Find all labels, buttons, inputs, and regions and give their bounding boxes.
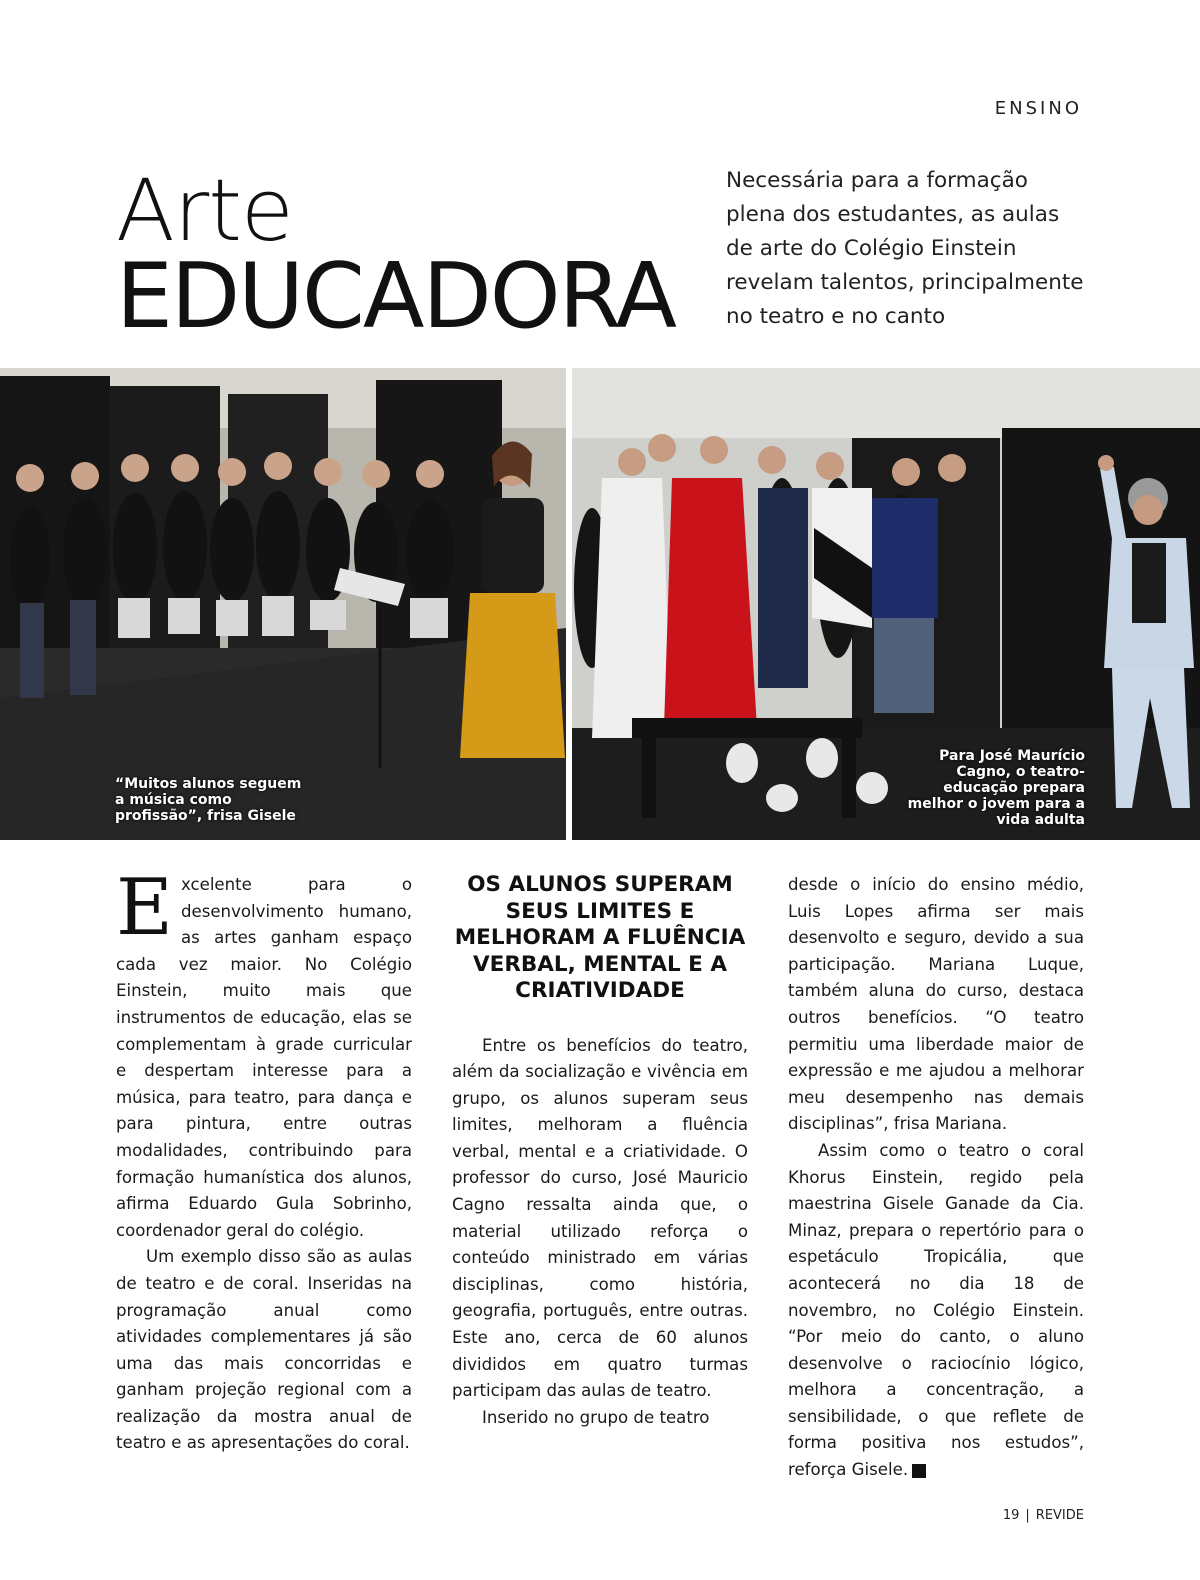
title-line-2: EDUCADORA: [116, 244, 676, 349]
pull-quote: OS ALUNOS SUPERAM SEUS LIMITES E MELHORAM A FLUÊNCIA VERBAL, MENTAL E A CRIATIVIDADE: [454, 872, 746, 1003]
section-tag: ENSINO: [994, 98, 1082, 119]
photo-choir: [0, 368, 566, 840]
dek: Necessária para a formação plena dos estudantes, as aulas de arte do Colégio Einstein revelam talentos, principalmente no teatro e no canto: [726, 168, 1084, 329]
caption-right: Para José Maurício Cagno, o teatro-educação prepara melhor o jovem para a vida adulta: [907, 748, 1085, 828]
title-block: [116, 161, 676, 349]
photo-theatre: [572, 368, 1200, 840]
paragraph-6-text: Assim como o teatro o coral Khorus Einstein, regido pela maestrina Gisele Ganade da Cia. Minaz, prepara o repertório para o espetáculo Tropicália, que acontecerá no dia 18 de novembro, no Colégio Einstein. “Por meio do canto, o aluno desenvolve o raciocínio lógico, melhora a concentração, a sensibilidade, o que reflete de forma positiva nos estudos”, reforça Gisele.: [788, 1140, 1084, 1480]
magazine-name: REVIDE: [1035, 1508, 1084, 1523]
choir-photo-image: [0, 368, 566, 840]
paragraph-6: [788, 1138, 1084, 1484]
paragraph-3: Entre os benefícios do teatro, além da socialização e vivência em grupo, os alunos superam seus limites, melhoram a fluência verbal, mental e a criatividade. O professor do curso, José Mauricio Cagno ressalta ainda que, o material utilizado reforça o conteúdo ministrado em várias disciplinas, como história, geografia, português, entre outras. Este ano, cerca de 60 alunos divididos em quatro turmas participam das aulas de teatro.: [452, 1035, 748, 1401]
page-footer: [1003, 1508, 1084, 1523]
column-2: [452, 872, 748, 1431]
paragraph-5: desde o início do ensino médio, Luis Lopes afirma ser mais desenvolto e seguro, devido a sua participação. Mariana Luque, também aluna do curso, destaca outros benefícios. “O teatro permitiu uma liberdade maior de expressão e me ajudou a melhorar meu desempenho nas demais disciplinas”, frisa Mariana.: [788, 875, 1084, 1134]
title-line-1: Arte: [116, 161, 293, 261]
column-3: [788, 872, 1084, 1484]
paragraph-1: [116, 863, 412, 1244]
page-number: 19: [1002, 1508, 1020, 1523]
theatre-photo-image: [572, 368, 1200, 840]
footer-separator: |: [1025, 1508, 1030, 1523]
end-mark-icon: r: [912, 1464, 926, 1478]
paragraph-4: Inserido no grupo de teatro: [482, 1407, 710, 1427]
paragraph-1-text: xcelente para o desenvolvimento humano, as artes ganham espaço cada vez maior. No Colégio Einstein, muito mais que instrumentos de educação, elas se complementam à grade curricular e despertam interesse para a música, para teatro, para dança e para pintura, entre outras modalidades, contribuindo para formação humanística dos alunos, afirma Eduardo Gula Sobrinho, coordenador geral do colégio.: [116, 875, 412, 1240]
column-1: [116, 863, 412, 1457]
caption-left: “Muitos alunos seguem a música como profissão”, frisa Gisele: [115, 776, 302, 824]
paragraph-2: Um exemplo disso são as aulas de teatro e de coral. Inseridas na programação anual como atividades complementares já são uma das mais concorridas e ganham projeção regional com a realização da mostra anual de teatro e as apresentações do coral.: [116, 1247, 412, 1453]
dropcap: E: [116, 863, 173, 953]
